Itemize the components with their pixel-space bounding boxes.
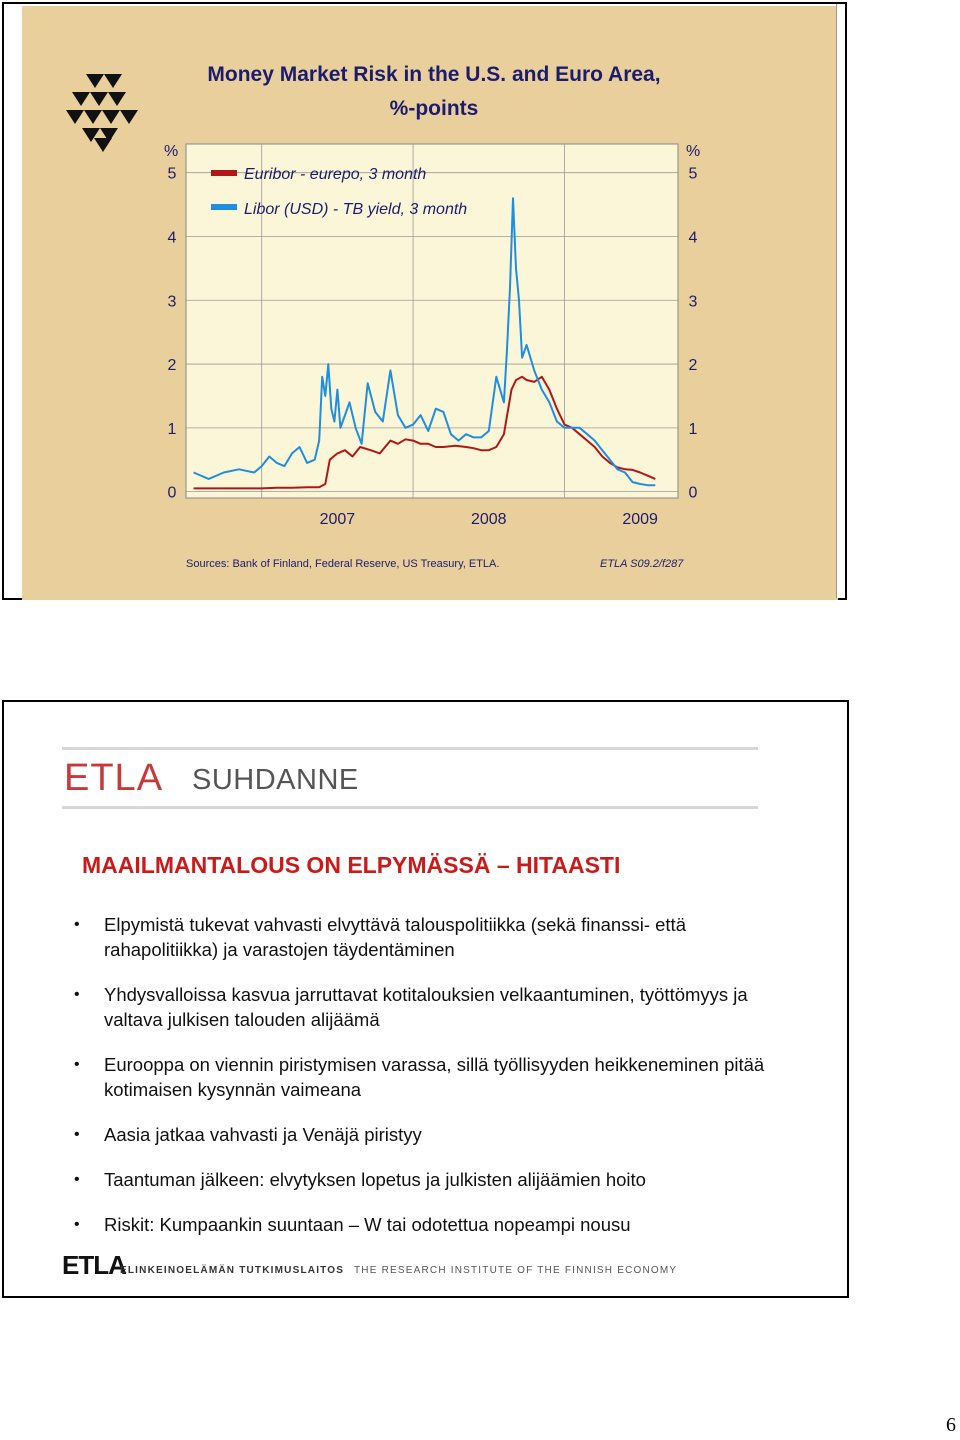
header-subtitle: SUHDANNE (192, 764, 359, 796)
bullet-item (74, 1167, 794, 1192)
legend-swatch-euribor (211, 170, 237, 176)
x-tick-label: 2007 (319, 511, 356, 528)
footer-logo: ETLA (62, 1250, 126, 1280)
header-rule-top (62, 747, 758, 750)
y-tick-label-right: 3 (688, 293, 698, 311)
bullet-dot-icon: • (74, 1216, 80, 1233)
y-unit-right: % (686, 143, 701, 160)
bullet-dot-icon: • (74, 1056, 80, 1073)
y-unit-left: % (164, 143, 179, 160)
etla-logo: ETLA (64, 757, 164, 799)
bullet-text: Riskit: Kumpaankin suuntaan – W tai odotettua nopeampi nousu (104, 1214, 631, 1235)
bullet-text: Yhdysvalloissa kasvua jarruttavat kotitalouksien velkaantuminen, työttömyys ja valtava julkisen talouden alijäämä (104, 984, 748, 1030)
page-number: 6 (946, 1414, 956, 1436)
chart-slide (2, 2, 847, 600)
chart-subtitle: %-points (389, 97, 479, 120)
y-tick-label-right: 1 (688, 420, 698, 438)
bullet-dot-icon: • (74, 1171, 80, 1188)
chart-reference: ETLA S09.2/f287 (600, 558, 684, 570)
footer-name-en: THE RESEARCH INSTITUTE OF THE FINNISH ECONOMY (354, 1265, 678, 1276)
bullet-item (74, 1122, 794, 1147)
bullet-item (74, 1052, 794, 1102)
x-ticks (320, 511, 658, 528)
y-tick-label-right: 0 (688, 484, 698, 502)
y-tick-label-right: 2 (688, 357, 698, 375)
bullet-text: Aasia jatkaa vahvasti ja Venäjä piristyy (104, 1124, 422, 1145)
y-tick-label-left: 4 (167, 229, 177, 247)
x-tick-label: 2009 (622, 511, 658, 528)
y-tick-label-left: 5 (167, 165, 177, 183)
chart-title: Money Market Risk in the U.S. and Euro Area, (207, 63, 661, 86)
y-tick-label-left: 3 (167, 293, 177, 311)
legend-swatch-libor (211, 204, 237, 210)
y-tick-label-right: 4 (688, 229, 698, 247)
bullet-text: Eurooppa on viennin piristymisen varassa, sillä työllisyyden heikkeneminen pitää kotimaisen kysynnän vaimeana (104, 1054, 765, 1100)
bullet-text: Taantuman jälkeen: elvytyksen lopetus ja julkisten alijäämien hoito (104, 1169, 646, 1190)
bullet-dot-icon: • (74, 1126, 80, 1143)
bullet-dot-icon: • (74, 986, 80, 1003)
header-rule-bottom (62, 806, 758, 809)
x-tick-label: 2008 (470, 511, 507, 528)
legend-label-libor: Libor (USD) - TB yield, 3 month (244, 201, 468, 218)
bullet-list (74, 912, 794, 1257)
bullet-text: Elpymistä tukevat vahvasti elvyttävä talouspolitiikka (sekä finanssi- että rahapolitiikka) ja varastojen täydentäminen (104, 914, 686, 960)
y-tick-label-left: 1 (167, 420, 177, 438)
bullet-item (74, 912, 794, 962)
bullet-item (74, 982, 794, 1032)
y-tick-label-right: 5 (688, 165, 698, 183)
bullet-item (74, 1212, 794, 1237)
chart-sources: Sources: Bank of Finland, Federal Reserve, US Treasury, ETLA. (186, 558, 500, 570)
bullet-dot-icon: • (74, 916, 80, 933)
legend-label-euribor: Euribor - eurepo, 3 month (244, 166, 427, 183)
y-tick-label-left: 0 (167, 484, 177, 502)
footer-name-fi: ELINKEINOELÄMÄN TUTKIMUSLAITOS (120, 1265, 345, 1276)
text-slide (2, 700, 849, 1298)
chart-svg (4, 4, 849, 602)
y-tick-label-left: 2 (167, 357, 177, 375)
slide-title: MAAILMANTALOUS ON ELPYMÄSSÄ – HITAASTI (82, 852, 621, 878)
